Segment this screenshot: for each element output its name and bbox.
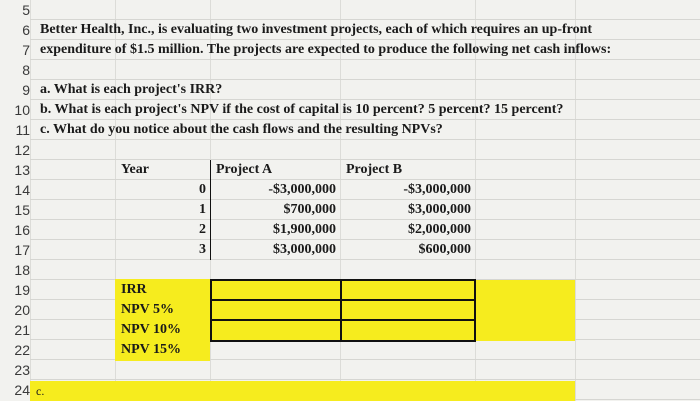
row-number: 12: [14, 142, 30, 158]
answer-area-highlight[interactable]: [211, 280, 575, 341]
row-number: 24: [14, 382, 30, 398]
question-a: a. What is each project's IRR?: [40, 82, 223, 97]
row-number: 23: [14, 362, 30, 378]
answer-box-border: [210, 279, 212, 342]
project-b-cell: $2,000,000: [408, 222, 471, 237]
row-number: 17: [14, 242, 30, 258]
question-b: b. What is each project's NPV if the cost of capital is 10 percent? 5 percent? 15 percent?: [40, 102, 564, 117]
row-number: 20: [14, 302, 30, 318]
answer-box-border: [210, 279, 476, 281]
answer-box-border: [210, 340, 476, 342]
metric-label-irr: IRR: [121, 282, 147, 297]
row-number: 21: [14, 322, 30, 338]
row-number: 14: [14, 182, 30, 198]
column-line: [575, 0, 576, 401]
project-a-cell: $3,000,000: [273, 242, 336, 257]
project-b-cell: $3,000,000: [408, 202, 471, 217]
row-number: 15: [14, 202, 30, 218]
row-number: 6: [22, 22, 30, 38]
project-a-header: Project A: [216, 162, 273, 177]
row-number: 11: [15, 122, 30, 138]
row-number: 8: [22, 62, 30, 78]
project-b-header: Project B: [346, 162, 403, 177]
project-b-cell: $600,000: [418, 242, 471, 257]
project-b-cell: -$3,000,000: [403, 182, 471, 197]
row-number: 22: [14, 342, 30, 358]
metric-label-npv-15: NPV 15%: [121, 342, 182, 357]
row-number: 16: [14, 222, 30, 238]
intro-line-2: expenditure of $1.5 million. The projects are expected to produce the following net cash inflows:: [40, 42, 612, 57]
answer-c-label: c.: [36, 384, 45, 398]
metric-label-npv-5: NPV 5%: [121, 302, 175, 317]
column-line: [30, 0, 31, 401]
question-c: c. What do you notice about the cash flows and the resulting NPVs?: [40, 122, 443, 137]
row-number: 19: [14, 282, 30, 298]
answer-box-border: [340, 279, 342, 342]
answer-box-border: [210, 319, 476, 321]
row-number: 7: [22, 42, 30, 58]
answer-box-border: [474, 279, 476, 342]
intro-line-1: Better Health, Inc., is evaluating two investment projects, each of which requires an up-front: [40, 22, 593, 37]
row-number: 10: [14, 102, 30, 118]
project-a-cell: $700,000: [283, 202, 336, 217]
year-header: Year: [121, 162, 149, 177]
row-number: 13: [14, 162, 30, 178]
year-cell: 3: [199, 242, 206, 257]
answer-c-highlight[interactable]: [30, 381, 575, 401]
metric-label-npv-10: NPV 10%: [121, 322, 182, 337]
year-cell: 2: [199, 222, 206, 237]
year-cell: 0: [199, 182, 206, 197]
row-number: 18: [14, 262, 30, 278]
row-number: 5: [22, 2, 30, 18]
row-number: 9: [22, 82, 30, 98]
year-cell: 1: [199, 202, 206, 217]
project-a-cell: $1,900,000: [273, 222, 336, 237]
project-a-cell: -$3,000,000: [268, 182, 336, 197]
table-divider: [210, 160, 211, 260]
row-line: [30, 379, 700, 380]
answer-box-border: [210, 299, 476, 301]
